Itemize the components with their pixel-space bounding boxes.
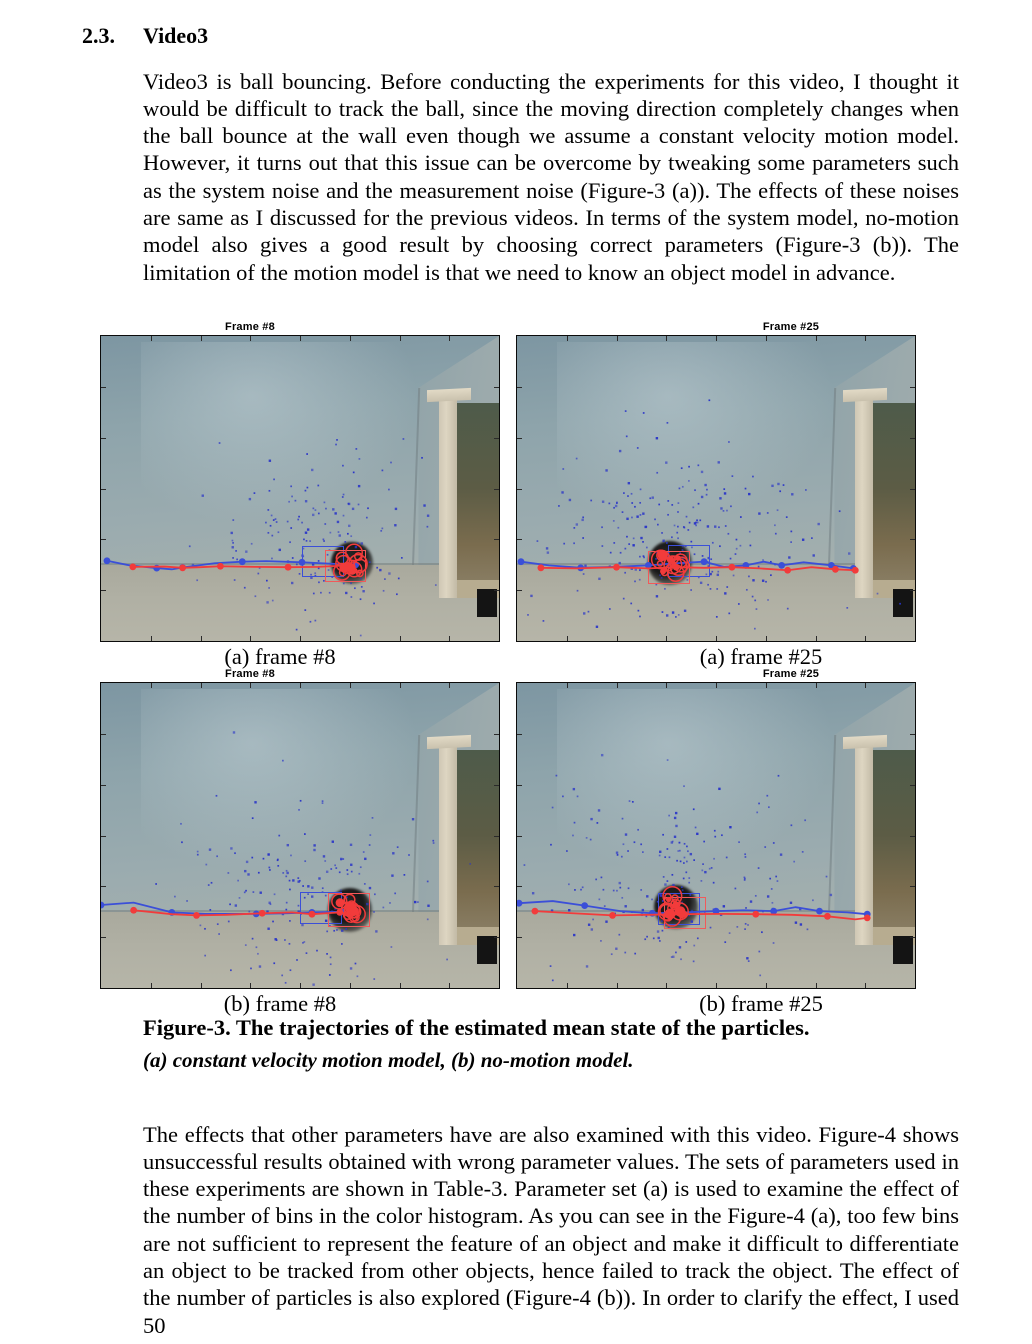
- panel-subcaption: (b) frame #25: [699, 991, 823, 1016]
- panel-subcaption: (a) frame #25: [699, 644, 823, 669]
- door-frame-pillar: [439, 741, 457, 945]
- frame-title: Frame #25: [762, 668, 820, 680]
- figure-panel-b-frame25: [516, 667, 936, 1019]
- door-opening: [873, 750, 915, 939]
- door-shadow: [893, 936, 913, 963]
- figure-panel-a-frame8: [100, 320, 520, 672]
- frame-title: Frame #25: [762, 321, 820, 333]
- figure-panel-a-frame25: [516, 320, 936, 672]
- video-frame-image: [100, 682, 500, 989]
- paragraph-intro: Video3 is ball bouncing. Before conducting the experiments for this video, I thought it would be difficult to track the ball, since the moving direction completely changes when the ball bounce at the wall even though we assume a constant velocity motion model. However, it turns out that this issue can be overcome by tweaking some parameters such as the system noise and the measurement noise (Figure-3 (a)). The effects of these noises are same as I discussed for the previous videos. In terms of the system model, no-motion model also gives a good result by choosing correct parameters (Figure-3 (b)). The limitation of the motion model is that we need to know an object model in advance.: [143, 68, 959, 285]
- section-heading: [82, 22, 962, 49]
- door-shadow: [893, 589, 913, 616]
- wall-highlight: [141, 689, 420, 872]
- door-shadow: [477, 936, 497, 963]
- door-shadow: [477, 589, 497, 616]
- door-opening: [457, 750, 499, 939]
- section-number: 2.3.: [82, 23, 115, 48]
- figure-row-b: [0, 667, 1032, 1014]
- paragraph-final: The effects that other parameters have are also examined with this video. Figure-4 shows unsuccessful results obtained with wrong parameter values. The sets of parameters used in these experiments are shown in Table-3. Parameter set (a) is used to examine the effect of the number of bins in the color histogram. As you can see in the Figure-4 (a), too few bins are not sufficient to represent the feature of an object and make it difficult to differentiate an object to be tracked from other objects, hence failed to track the object. The effect of the number of particles is also explored (Figure-4 (b)). In order to clarify the effect, I used 50: [143, 1121, 959, 1338]
- section-title: Video3: [143, 23, 209, 48]
- figure-3: [0, 320, 1032, 1014]
- door-opening: [457, 403, 499, 592]
- bbox-red-estimate: [648, 551, 690, 584]
- wall-highlight: [557, 689, 836, 872]
- door-frame-pillar: [855, 741, 873, 945]
- frame-title: Frame #8: [225, 668, 275, 680]
- figure-panel-b-frame8: [100, 667, 520, 1019]
- bbox-red-estimate: [325, 550, 367, 583]
- door-opening: [873, 403, 915, 592]
- wall-highlight: [141, 342, 420, 525]
- figure-row-a: [0, 320, 1032, 667]
- panel-subcaption: (a) frame #8: [224, 644, 336, 669]
- figure-caption: Figure-3. The trajectories of the estimated mean state of the particles.: [143, 1015, 810, 1040]
- video-frame-image: [516, 682, 916, 989]
- door-frame-pillar: [855, 394, 873, 598]
- video-frame-image: [100, 335, 500, 642]
- bbox-red-estimate: [664, 897, 706, 930]
- figure-subcaption: (a) constant velocity motion model, (b) no-motion model.: [143, 1048, 634, 1072]
- panel-subcaption: (b) frame #8: [223, 991, 337, 1016]
- door-frame-pillar: [439, 394, 457, 598]
- bbox-red-estimate: [328, 893, 370, 927]
- wall-highlight: [557, 342, 836, 525]
- video-frame-image: [516, 335, 916, 642]
- frame-title: Frame #8: [225, 321, 275, 333]
